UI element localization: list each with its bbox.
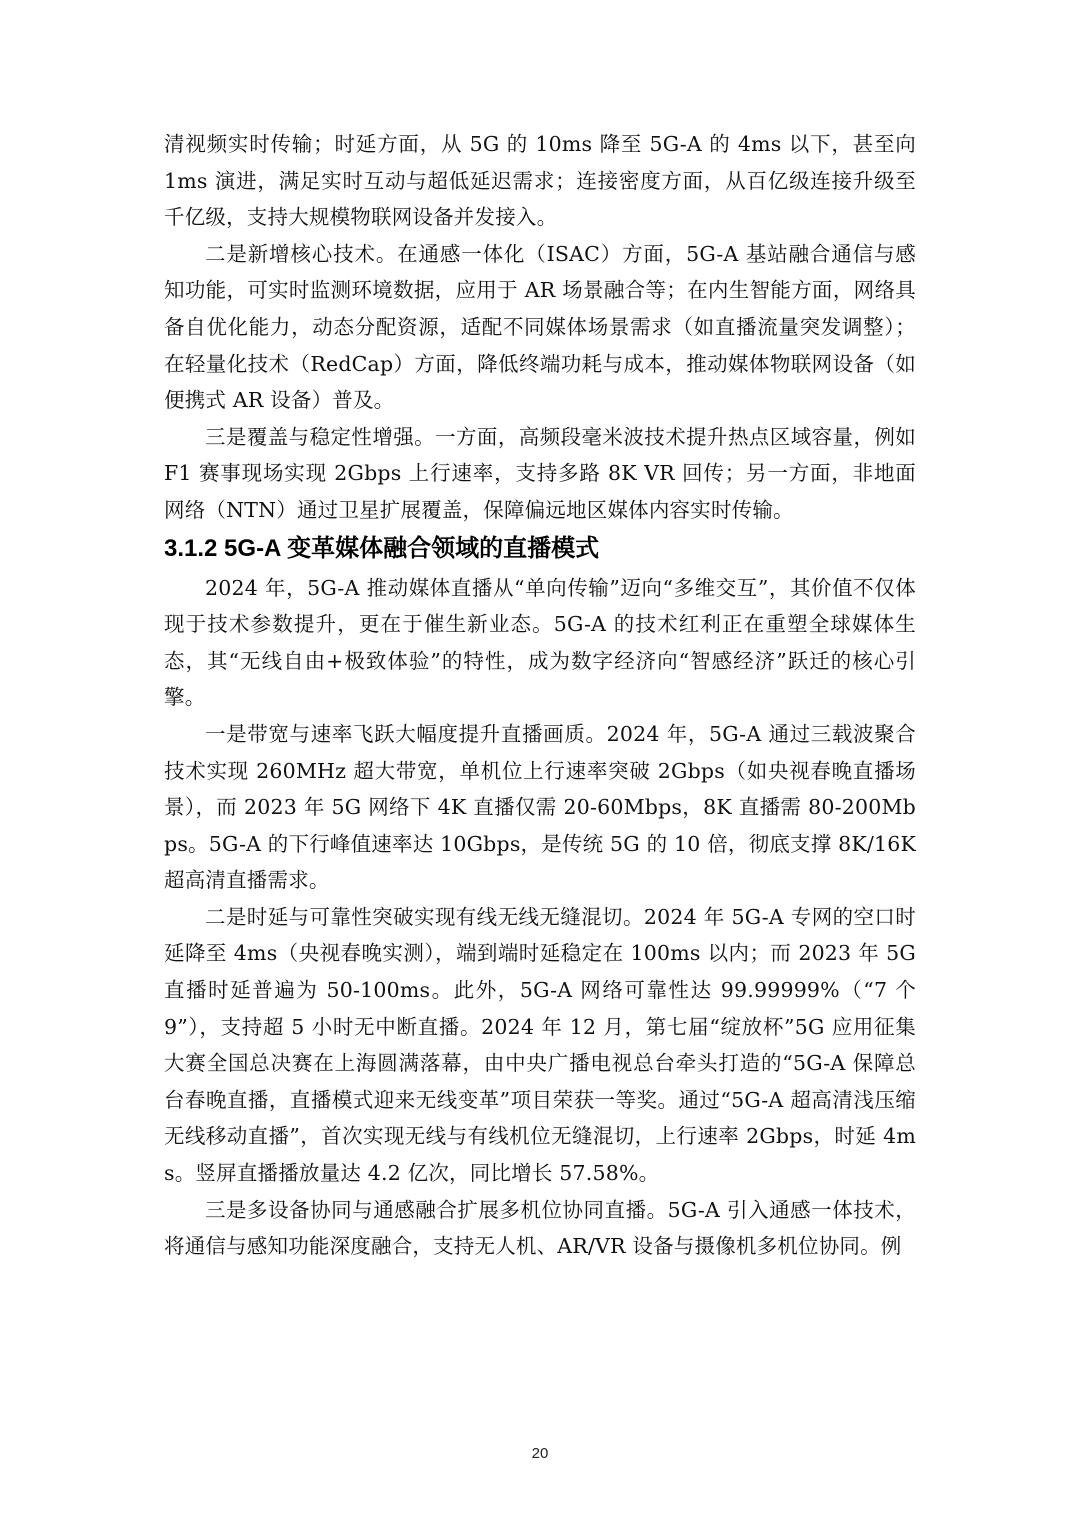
page-number: 20 (531, 1445, 549, 1462)
paragraph-latency-reliability: 二是时延与可靠性突破实现有线无线无缝混切。2024 年 5G-A 专网的空口时延降至 4ms（央视春晚实测），端到端时延稳定在 100ms 以内；而 2023 年 5G 直播时延普遍为 50-100ms。此外，5G-A 网络可靠性达 99.99999%（“7 个 9”），支持超 5 小时无中断直播。2024 年 12 月，第七届“绽放杯”5G 应用征集大赛全国总决赛在上海圆满落幕，由中央广播电视总台牵头打造的“5G-A 保障总台春晚直播，直播模式迎来无线变革”项目荣获一等奖。通过“5G-A 超高清浅压缩无线移动直播”，首次实现无线与有线机位无缝混切，上行速率 2Gbps，时延 4ms。竖屏直播播放量达 4.2 亿次，同比增长 57.58%。 (164, 904, 916, 1186)
paragraph-core-technology: 二是新增核心技术。在通感一体化（ISAC）方面，5G-A 基站融合通信与感知功能，可实时监测环境数据，应用于 AR 场景融合等；在内生智能方面，网络具备自优化能力，动态分配资源，适配不同媒体场景需求（如直播流量突发调整）；在轻量化技术（RedCap）方面，降低终端功耗与成本，推动媒体物联网设备（如便携式 AR 设备）普及。 (164, 241, 916, 413)
page-body (164, 126, 916, 1265)
paragraph-bandwidth-speed: 一是带宽与速率飞跃大幅度提升直播画质。2024 年，5G-A 通过三载波聚合技术实现 260MHz 超大带宽，单机位上行速率突破 2Gbps（如央视春晚直播场景），而 2023 年 5G 网络下 4K 直播仅需 20-60Mbps，8K 直播需 80-200Mbps。5G-A 的下行峰值速率达 10Gbps，是传统 5G 的 10 倍，彻底支撑 8K/16K 超高清直播需求。 (164, 721, 916, 893)
paragraph-multi-device: 三是多设备协同与通感融合扩展多机位协同直播。5G-A 引入通感一体技术，将通信与感知功能深度融合，支持无人机、AR/VR 设备与摄像机多机位协同。例 (164, 1197, 916, 1259)
paragraph-2024-overview: 2024 年，5G-A 推动媒体直播从“单向传输”迈向“多维交互”，其价值不仅体现于技术参数提升，更在于催生新业态。5G-A 的技术红利正在重塑全球媒体生态，其“无线自由+极致体验”的特性，成为数字经济向“智感经济”跃迁的核心引擎。 (164, 575, 916, 710)
paragraph-coverage-stability: 三是覆盖与稳定性增强。一方面，高频段毫米波技术提升热点区域容量，例如 F1 赛事现场实现 2Gbps 上行速率，支持多路 8K VR 回传；另一方面，非地面网络（NTN）通过卫星扩展覆盖，保障偏远地区媒体内容实时传输。 (164, 424, 916, 522)
paragraph-continuation: 清视频实时传输；时延方面，从 5G 的 10ms 降至 5G-A 的 4ms 以下，甚至向 1ms 演进，满足实时互动与超低延迟需求；连接密度方面，从百亿级连接升级至千亿级，支持大规模物联网设备并发接入。 (164, 132, 916, 230)
section-heading: 3.1.2 5G-A 变革媒体融合领域的直播模式 (164, 534, 600, 562)
